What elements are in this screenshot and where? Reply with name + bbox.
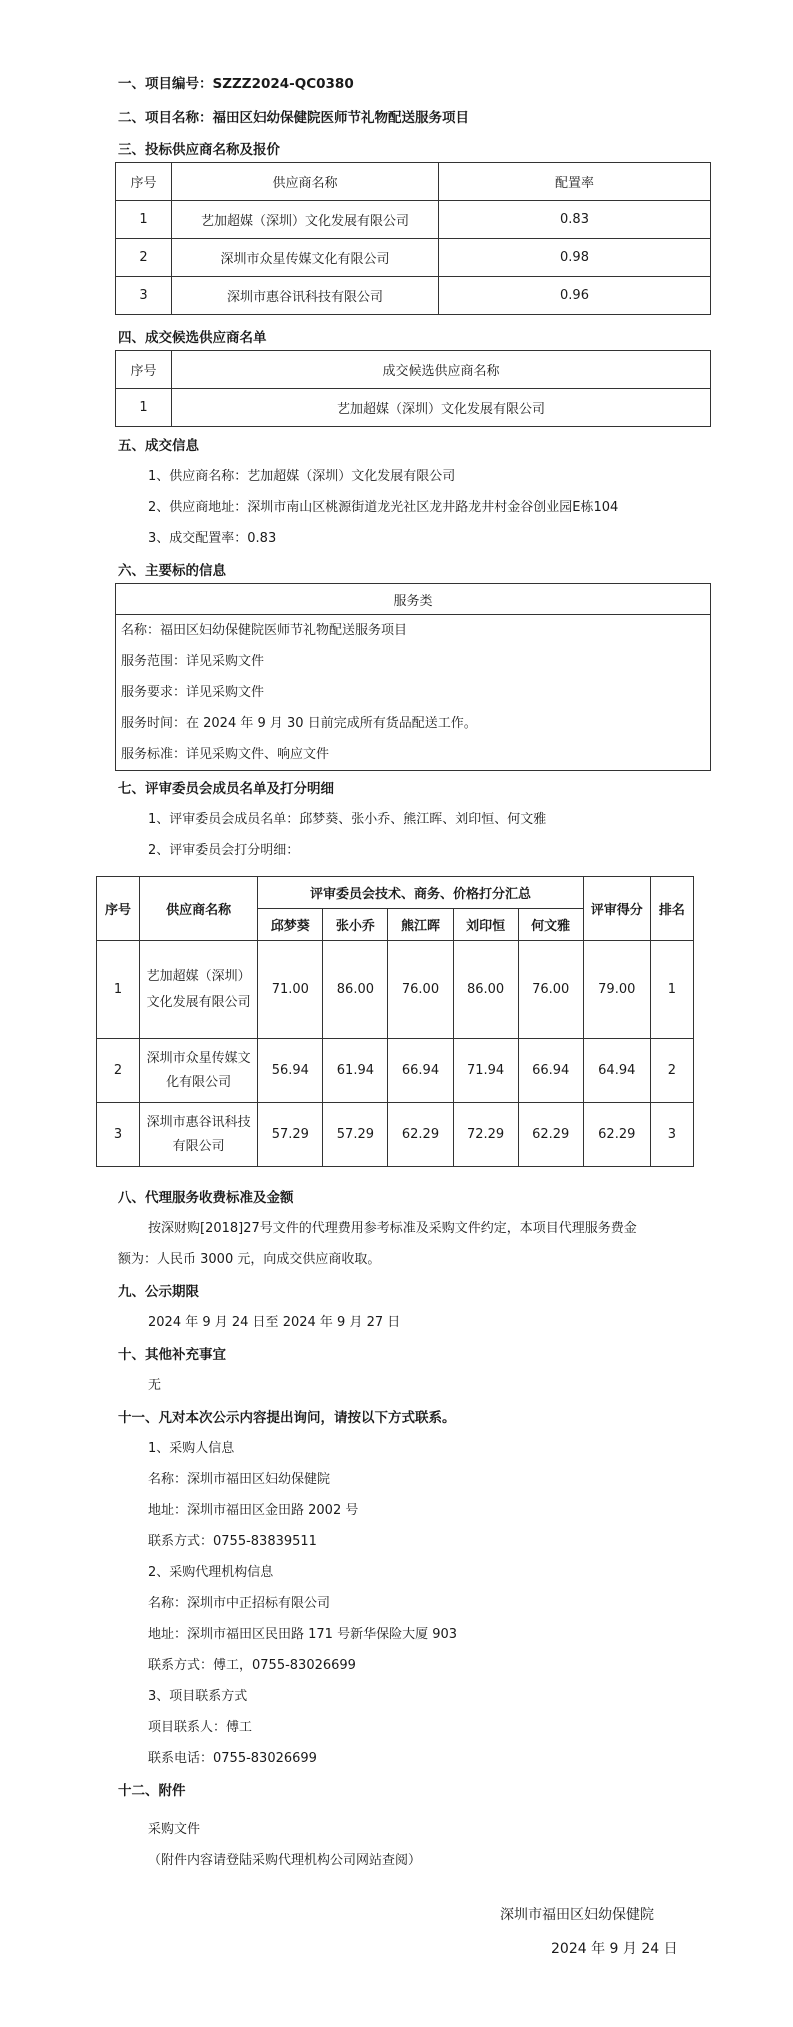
contact-line: 联系方式：0755-83839511 (148, 1534, 317, 1549)
table-header: 评审得分 (583, 877, 650, 941)
judge-header: 何文雅 (518, 909, 583, 941)
table-cell: 66.94 (388, 1039, 453, 1103)
table-cell: 0.83 (439, 201, 711, 239)
table-header: 序号 (97, 877, 140, 941)
judge-header: 张小乔 (323, 909, 388, 941)
project-name-label: 二、项目名称： (118, 110, 213, 126)
table-cell: 艺加超媒（深圳）文化发展有限公司 (140, 941, 258, 1039)
section-attachment-heading: 十二、附件 (118, 1783, 186, 1799)
table-header: 供应商名称 (140, 877, 258, 941)
project-name-value: 福田区妇幼保健院医师节礼物配送服务项目 (212, 110, 469, 126)
table-row (97, 1103, 694, 1167)
table-cell: 62.29 (583, 1103, 650, 1167)
table-cell: 0.96 (439, 277, 711, 315)
table-cell: 艺加超媒（深圳）文化发展有限公司 (172, 389, 711, 427)
table-row (116, 239, 711, 277)
table-cell: 2 (97, 1039, 140, 1103)
contact-line: 地址：深圳市福田区金田路 2002 号 (148, 1503, 359, 1518)
section-deal-heading: 五、成交信息 (118, 438, 199, 454)
period-text: 2024 年 9 月 24 日至 2024 年 9 月 27 日 (148, 1315, 401, 1330)
info-line: 服务时间：在 2024 年 9 月 30 日前完成所有货品配送工作。 (121, 716, 477, 731)
bidders-table (115, 162, 711, 315)
table-cell: 深圳市惠谷讯科技有限公司 (172, 277, 439, 315)
section-review-heading: 七、评审委员会成员名单及打分明细 (118, 781, 334, 797)
table-header: 排名 (650, 877, 693, 941)
table-cell: 76.00 (388, 941, 453, 1039)
table-row (97, 1039, 694, 1103)
table-cell: 62.29 (388, 1103, 453, 1167)
table-cell: 艺加超媒（深圳）文化发展有限公司 (172, 201, 439, 239)
agency-fee-line: 额为：人民币 3000 元，向成交供应商收取。 (118, 1252, 381, 1267)
deal-supplier-name: 1、供应商名称：艺加超媒（深圳）文化发展有限公司 (148, 469, 456, 484)
table-cell: 3 (97, 1103, 140, 1167)
table-cell: 1 (97, 941, 140, 1039)
table-cell: 86.00 (323, 941, 388, 1039)
table-cell: 76.00 (518, 941, 583, 1039)
section-candidate-heading: 四、成交候选供应商名单 (118, 330, 267, 346)
info-line: 服务要求：详见采购文件 (121, 685, 265, 700)
table-cell: 86.00 (453, 941, 518, 1039)
info-line: 名称：福田区妇幼保健院医师节礼物配送服务项目 (121, 623, 408, 638)
contact-line: 联系电话：0755-83026699 (148, 1751, 317, 1766)
deal-rate: 3、成交配置率：0.83 (148, 531, 277, 546)
table-header: 服务类 (116, 584, 711, 615)
other-text: 无 (148, 1378, 162, 1393)
table-cell: 66.94 (518, 1039, 583, 1103)
table-header: 供应商名称 (172, 163, 439, 201)
review-scores-intro: 2、评审委员会打分明细： (148, 843, 300, 858)
table-row (116, 389, 711, 427)
table-row (116, 277, 711, 315)
section-main-info-heading: 六、主要标的信息 (118, 563, 226, 579)
info-line: 服务标准：详见采购文件、响应文件 (121, 747, 330, 762)
main-info-body (116, 615, 711, 771)
agency-fee-line: 按深财购[2018]27号文件的代理费用参考标准及采购文件约定，本项目代理服务费金 (148, 1221, 637, 1236)
table-cell: 71.00 (258, 941, 323, 1039)
contact-line: 项目联系人：傅工 (148, 1720, 253, 1735)
section-contact-heading: 十一、凡对本次公示内容提出询问，请按以下方式联系。 (118, 1410, 456, 1426)
table-cell: 57.29 (258, 1103, 323, 1167)
table-cell: 64.94 (583, 1039, 650, 1103)
section-period-heading: 九、公示期限 (118, 1284, 199, 1300)
contact-line: 名称：深圳市中正招标有限公司 (148, 1596, 331, 1611)
contact-line: 2、采购代理机构信息 (148, 1565, 274, 1580)
table-cell: 0.98 (439, 239, 711, 277)
table-cell: 57.29 (323, 1103, 388, 1167)
table-header: 序号 (116, 163, 172, 201)
review-members: 1、评审委员会成员名单：邱梦葵、张小乔、熊江晖、刘印恒、何文雅 (148, 812, 547, 827)
table-cell: 1 (116, 389, 172, 427)
judge-header: 熊江晖 (388, 909, 453, 941)
table-row (97, 941, 694, 1039)
judge-header: 邱梦葵 (258, 909, 323, 941)
table-cell: 56.94 (258, 1039, 323, 1103)
table-cell: 1 (650, 941, 693, 1039)
table-cell: 3 (116, 277, 172, 315)
deal-supplier-address: 2、供应商地址：深圳市南山区桃源街道龙光社区龙井路龙井村金谷创业园E栋104 (148, 500, 619, 515)
table-header: 评审委员会技术、商务、价格打分汇总 (258, 877, 583, 909)
table-header: 成交候选供应商名称 (172, 351, 711, 389)
table-cell: 深圳市众星传媒文化有限公司 (140, 1039, 258, 1103)
table-cell: 深圳市惠谷讯科技有限公司 (140, 1103, 258, 1167)
table-cell: 2 (650, 1039, 693, 1103)
judge-header: 刘印恒 (453, 909, 518, 941)
attachment-line: （附件内容请登陆采购代理机构公司网站查阅） (148, 1853, 422, 1868)
table-cell: 深圳市众星传媒文化有限公司 (172, 239, 439, 277)
table-cell: 71.94 (453, 1039, 518, 1103)
table-header: 序号 (116, 351, 172, 389)
main-info-table (115, 583, 711, 771)
section-bidders-heading: 三、投标供应商名称及报价 (118, 142, 280, 158)
signature-org: 深圳市福田区妇幼保健院 (500, 1907, 654, 1923)
project-number-value: SZZZ2024-QC0380 (212, 76, 354, 92)
contact-line: 1、采购人信息 (148, 1441, 235, 1456)
project-name (118, 106, 469, 126)
table-cell: 3 (650, 1103, 693, 1167)
table-row (116, 201, 711, 239)
attachment-line: 采购文件 (148, 1822, 201, 1837)
info-line: 服务范围：详见采购文件 (121, 654, 265, 669)
candidate-table (115, 350, 711, 427)
contact-line: 地址：深圳市福田区民田路 171 号新华保险大厦 903 (148, 1627, 458, 1642)
table-cell: 72.29 (453, 1103, 518, 1167)
project-number (118, 72, 354, 92)
signature-date: 2024 年 9 月 24 日 (551, 1941, 678, 1957)
project-number-label: 一、项目编号： (118, 76, 213, 92)
table-cell: 1 (116, 201, 172, 239)
table-cell: 79.00 (583, 941, 650, 1039)
table-header: 配置率 (439, 163, 711, 201)
contact-line: 联系方式：傅工，0755-83026699 (148, 1658, 356, 1673)
section-other-heading: 十、其他补充事宜 (118, 1347, 226, 1363)
score-table (96, 876, 694, 1167)
table-cell: 2 (116, 239, 172, 277)
section-agency-fee-heading: 八、代理服务收费标准及金额 (118, 1190, 294, 1206)
contact-line: 名称：深圳市福田区妇幼保健院 (148, 1472, 331, 1487)
table-cell: 61.94 (323, 1039, 388, 1103)
contact-line: 3、项目联系方式 (148, 1689, 248, 1704)
table-cell: 62.29 (518, 1103, 583, 1167)
